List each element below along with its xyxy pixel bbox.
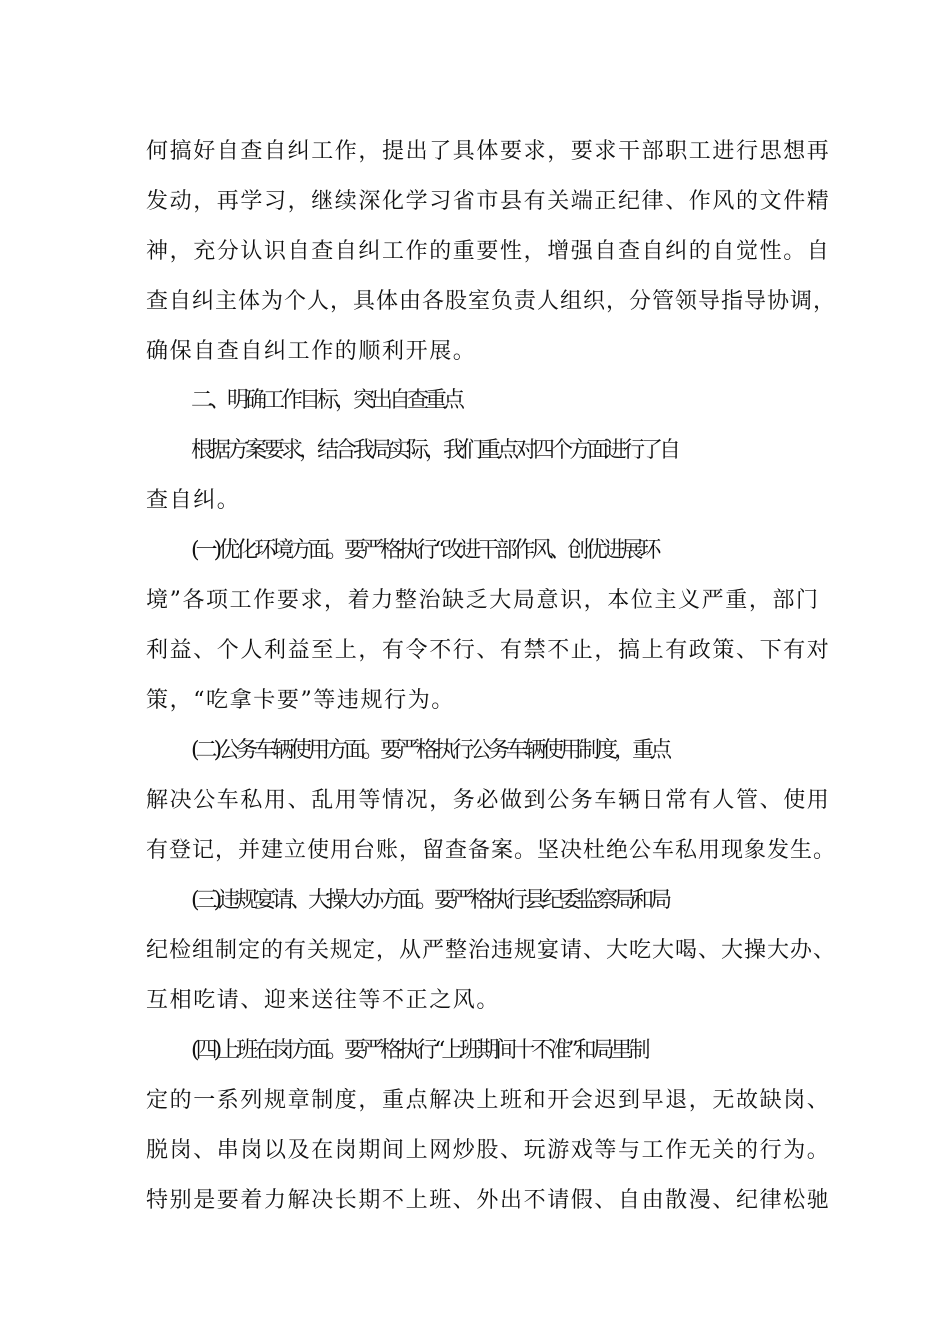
- text-line: (四)上班在岗方面。要严格执行“上班期间十不准”和局里制: [191, 1038, 647, 1063]
- text-line: 境”各项工作要求，着力整治缺乏大局意识，本位主义严重，部门: [146, 588, 820, 613]
- text-line: (三)违规宴请、大操大办方面。要严格执行县纪委监察局和局: [191, 888, 669, 913]
- text-line: 神，充分认识自查自纠工作的重要性，增强自查自纠的自觉性。自: [146, 239, 831, 264]
- text-line: 特别是要着力解决长期不上班、外出不请假、自由散漫、纪律松驰: [146, 1188, 831, 1213]
- text-line: 根据方案要求，结合我局实际，我们重点对四个方面进行了自: [191, 438, 678, 463]
- text-line: 互相吃请、迎来送往等不正之风。: [146, 988, 501, 1013]
- text-line: 定的一系列规章制度，重点解决上班和开会迟到早退，无故缺岗、: [146, 1088, 831, 1113]
- text-line: (二)公务车辆使用方面。要严格执行公务车辆使用制度，重点: [191, 738, 669, 763]
- section-heading: 二、明确工作目标，突出自查重点: [191, 388, 462, 413]
- text-line: 确保自查自纠工作的顺利开展。: [146, 339, 477, 364]
- text-line: (一)优化环境方面。要严格执行“改进干部作风、创优进展环: [191, 538, 658, 563]
- text-line: 查自纠主体为个人，具体由各股室负责人组织，分管领导指导协调，: [146, 289, 837, 314]
- text-line: 有登记，并建立使用台账，留查备案。坚决杜绝公车私用现象发生。: [146, 838, 837, 863]
- text-line: 纪检组制定的有关规定，从严整治违规宴请、大吃大喝、大操大办、: [146, 938, 837, 963]
- text-line: 发动，再学习，继续深化学习省市县有关端正纪律、作风的文件精: [146, 189, 831, 214]
- text-line: 利益、个人利益至上，有令不行、有禁不止，搞上有政策、下有对: [146, 638, 831, 663]
- text-line: 策，“吃拿卡要”等违规行为。: [146, 688, 455, 713]
- text-line: 脱岗、串岗以及在岗期间上网炒股、玩游戏等与工作无关的行为。: [146, 1138, 831, 1163]
- text-line: 解决公车私用、乱用等情况，务必做到公务车辆日常有人管、使用: [146, 788, 831, 813]
- text-line: 何搞好自查自纠工作，提出了具体要求，要求干部职工进行思想再: [146, 139, 831, 164]
- text-line: 查自纠。: [146, 488, 241, 513]
